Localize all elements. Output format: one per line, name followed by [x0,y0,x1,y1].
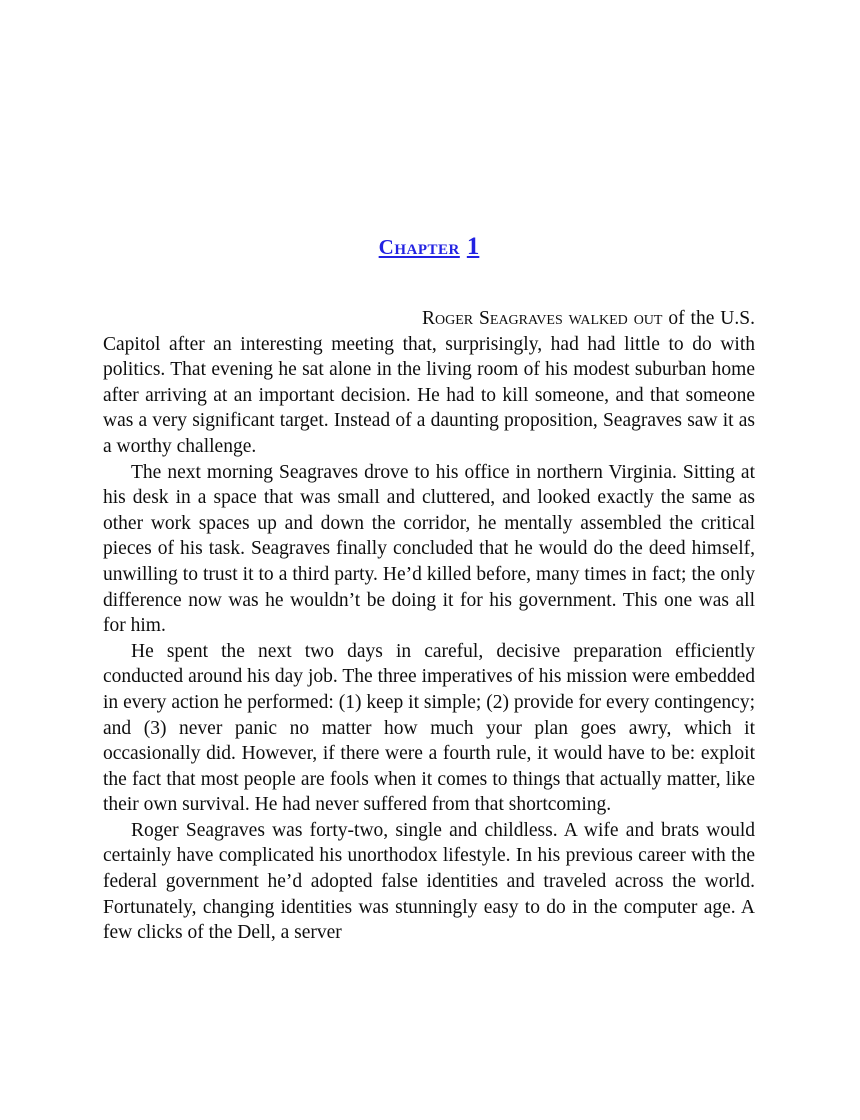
paragraph: The next morning Seagraves drove to his office in northern Virginia. Sitting at his desk in a space that was small and cluttered, and looked exactly the same as other work spaces up and down the corridor, he mentally assembled the critical pieces of his task. Seagraves finally concluded that he would do the deed himself, unwilling to trust it to a third party. He’d killed before, many times in fact; the only difference now was he wouldn’t be doing it for his government. This one was all for him. [103,461,755,637]
chapter-number: 1 [466,233,480,260]
chapter-link[interactable] [379,225,480,261]
paragraph: Roger Seagraves was forty-two, single and childless. A wife and brats would certainly have complicated his unorthodox lifestyle. In his previous career with the federal government he’d adopted false identities and traveled across the world. Fortunately, changing identities was stunningly easy to do in the computer age. A few clicks of the Dell, a server [103,819,755,944]
page-content [103,229,755,946]
paragraph-lead-smallcaps: Roger Seagraves walked out [422,308,663,329]
paragraph-text: of the U.S. Capitol after an interesting meeting that, surprisingly, had had little to do with politics. That evening he sat alone in the living room of his modest suburban home after arriving at an important decision. He had to kill someone, and that someone was a very significant target. Instead of a daunting proposition, Seagraves saw it as a worthy challenge. [103,308,755,457]
paragraph-opener [103,306,755,460]
body-text [103,306,755,946]
chapter-heading [103,229,755,262]
chapter-label: Chapter [378,235,460,259]
paragraph: He spent the next two days in careful, decisive preparation efficiently conducted around his day job. The three imperatives of his mission were embedded in every action he performed: (1) keep it simple; (2) provide for every contingency; and (3) never panic no matter how much your plan goes awry, which it occasionally did. However, if there were a fourth rule, it would have to be: exploit the fact that most people are fools when it comes to things that actually matter, like their own survival. He had never suffered from that shortcoming. [103,640,755,816]
